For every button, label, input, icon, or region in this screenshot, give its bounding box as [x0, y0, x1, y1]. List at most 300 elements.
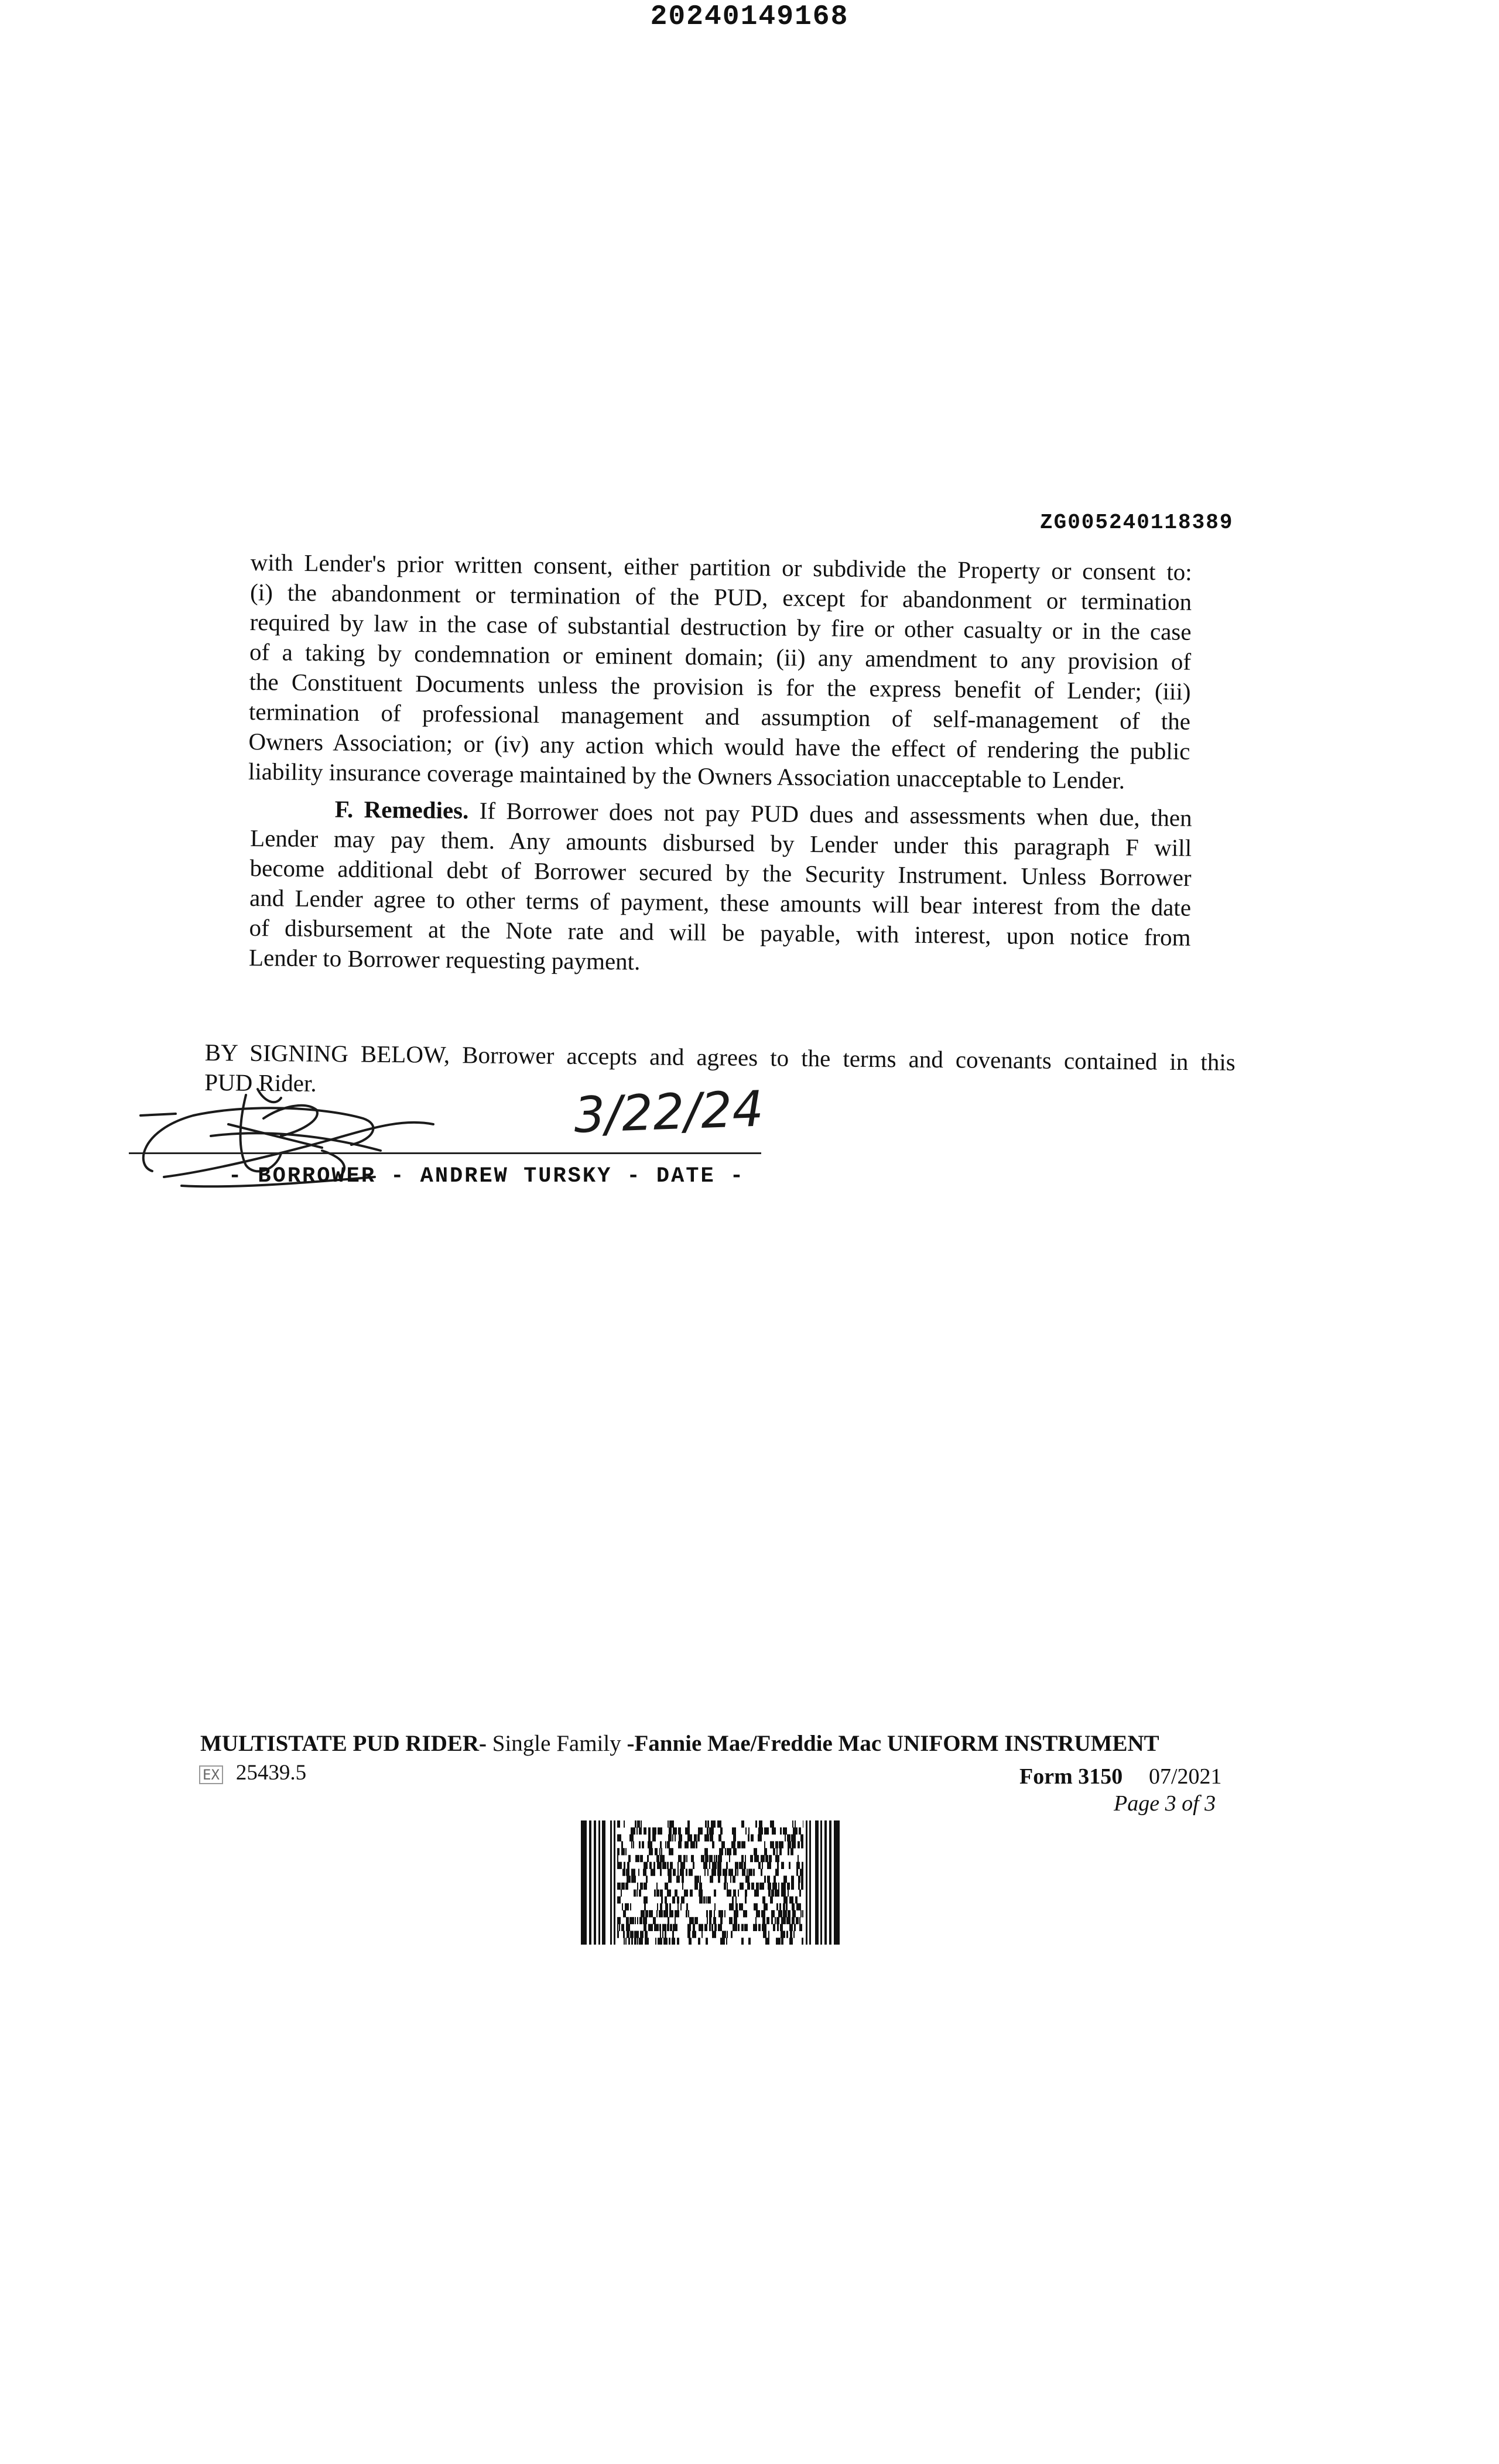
barcode-module [788, 1890, 789, 1897]
handwritten-signature-icon [129, 1083, 480, 1218]
barcode-module [654, 1890, 656, 1897]
barcode-module [704, 1868, 706, 1876]
barcode-module [787, 1883, 790, 1890]
barcode-module [647, 1855, 649, 1862]
barcode-module [789, 1924, 793, 1931]
barcode-module [689, 1868, 693, 1876]
barcode-module [775, 1841, 778, 1848]
barcode-module [669, 1903, 671, 1910]
barcode-module [741, 1938, 744, 1945]
barcode-module [657, 1903, 658, 1910]
barcode-module [679, 1835, 682, 1842]
barcode-module [764, 1876, 766, 1883]
barcode-guard-bar [598, 1820, 600, 1945]
barcode-module [725, 1848, 726, 1855]
barcode-module [644, 1883, 647, 1890]
barcode-module [668, 1835, 672, 1842]
barcode-module [660, 1855, 665, 1862]
barcode-module [762, 1897, 765, 1904]
barcode-module [667, 1862, 669, 1869]
barcode-module [786, 1917, 790, 1924]
paragraph-line: Owners Association; or (iv) any action which would have the effect of rendering the public [248, 727, 1190, 765]
barcode-guard-bar [806, 1820, 807, 1945]
barcode-module [701, 1931, 703, 1938]
barcode-module [783, 1828, 787, 1835]
barcode-module [617, 1855, 618, 1862]
paragraph-line: required by law in the case of substantial destruction by fire or other casualty or in the case [249, 608, 1192, 645]
barcode-module [783, 1876, 787, 1883]
barcode-module [697, 1835, 700, 1842]
barcode-module [762, 1862, 763, 1869]
barcode-module [644, 1924, 646, 1931]
barcode-module [694, 1883, 698, 1890]
barcode-module [624, 1820, 625, 1828]
barcode-module [709, 1862, 710, 1869]
barcode-module [665, 1897, 667, 1904]
barcode-module [733, 1890, 736, 1897]
barcode-module [733, 1876, 735, 1883]
barcode-module [665, 1931, 666, 1938]
barcode-module [617, 1820, 620, 1828]
barcode-module [716, 1855, 717, 1862]
barcode-module [665, 1903, 668, 1910]
barcode-guard-bar [589, 1820, 591, 1945]
barcode-module [669, 1848, 673, 1855]
barcode-module [775, 1855, 779, 1862]
paragraph-line: the Constituent Documents unless the provision is for the express benefit of Lender; (iii) [249, 668, 1191, 705]
barcode-module [698, 1828, 703, 1835]
paragraph-line: (i) the abandonment or termination of the PUD, except for abandonment or termination [249, 578, 1192, 615]
barcode-module [676, 1876, 680, 1883]
barcode-module [656, 1855, 659, 1862]
barcode-module [675, 1910, 679, 1917]
barcode-module [779, 1903, 781, 1910]
barcode-module [783, 1903, 785, 1910]
barcode-guard-bar [829, 1820, 831, 1945]
barcode-module [735, 1897, 737, 1904]
barcode-module [758, 1924, 761, 1931]
barcode-module [623, 1910, 626, 1917]
barcode-module [717, 1820, 721, 1828]
barcode-module [761, 1868, 762, 1876]
loan-number: ZG005240118389 [1040, 511, 1234, 535]
barcode-module [680, 1868, 684, 1876]
barcode-module [732, 1897, 734, 1904]
remedies-heading: F. Remedies. [334, 795, 469, 824]
barcode-module [731, 1931, 733, 1938]
barcode-module [631, 1828, 635, 1835]
barcode-module [777, 1862, 779, 1869]
barcode-module [714, 1903, 716, 1910]
barcode-module [707, 1868, 709, 1876]
form-title-part: -Fannie Mae/Freddie Mac UNIFORM INSTRUMENT [627, 1731, 1159, 1756]
barcode-module [745, 1828, 747, 1835]
barcode-module [668, 1820, 669, 1828]
barcode-module [617, 1931, 619, 1938]
barcode-module [627, 1931, 629, 1938]
barcode-module [648, 1828, 651, 1835]
barcode-module [683, 1855, 686, 1862]
paragraph-line: termination of professional management and assumption of self-management of the [248, 697, 1191, 735]
barcode-module [660, 1841, 662, 1848]
barcode-module [713, 1917, 716, 1924]
barcode-module [799, 1828, 801, 1835]
barcode-module [629, 1835, 634, 1842]
barcode-module [678, 1855, 682, 1862]
barcode-guard-bar [815, 1820, 819, 1945]
barcode-module [731, 1841, 735, 1848]
barcode-module [629, 1917, 634, 1924]
barcode-module [672, 1938, 675, 1945]
barcode-module [670, 1924, 672, 1931]
barcode-module [668, 1868, 672, 1876]
barcode-module [660, 1903, 662, 1910]
barcode-module [724, 1910, 725, 1917]
barcode-icon [581, 1820, 840, 1945]
barcode-module [734, 1910, 738, 1917]
barcode-module [761, 1910, 765, 1917]
barcode-module [790, 1931, 792, 1938]
barcode-module [788, 1848, 789, 1855]
barcode-module [732, 1828, 736, 1835]
barcode-module [634, 1931, 639, 1938]
barcode-module [680, 1862, 685, 1869]
barcode-module [644, 1897, 648, 1904]
barcode-module [698, 1938, 700, 1945]
barcode-module [687, 1931, 690, 1938]
barcode-module [745, 1876, 750, 1883]
barcode-guard-bar [809, 1820, 811, 1945]
barcode-module [617, 1883, 621, 1890]
barcode-module [756, 1910, 760, 1917]
barcode-module [735, 1903, 738, 1910]
barcode-module [780, 1924, 783, 1931]
barcode-module [656, 1890, 659, 1897]
barcode-module [689, 1917, 694, 1924]
barcode-module [781, 1931, 785, 1938]
barcode-module [645, 1938, 649, 1945]
barcode-module [636, 1890, 638, 1897]
barcode-module [677, 1862, 679, 1869]
barcode-module [677, 1938, 679, 1945]
barcode-module [741, 1924, 744, 1931]
barcode-module [617, 1835, 621, 1842]
barcode-module [770, 1820, 774, 1828]
barcode-module [633, 1841, 634, 1848]
barcode-module [758, 1835, 762, 1842]
barcode-module [649, 1910, 653, 1917]
form-title-part: MULTISTATE PUD RIDER- [200, 1731, 487, 1756]
signature-line [129, 1152, 761, 1154]
barcode-module [788, 1910, 790, 1917]
barcode-module [663, 1938, 668, 1945]
barcode-module [741, 1841, 745, 1848]
barcode-module [709, 1855, 713, 1862]
barcode-module [796, 1862, 800, 1869]
barcode-module [636, 1828, 638, 1835]
barcode-module [767, 1876, 770, 1883]
barcode-module [801, 1876, 803, 1883]
barcode-module [722, 1931, 726, 1938]
barcode-module [729, 1855, 730, 1862]
signing-line: PUD Rider. [204, 1068, 317, 1097]
barcode-module [665, 1883, 668, 1890]
page-number: Page 3 of 3 [1114, 1791, 1216, 1816]
barcode-module [685, 1841, 689, 1848]
barcode-module [656, 1910, 658, 1917]
recording-number: 20240149168 [650, 1, 849, 33]
barcode-module [745, 1897, 747, 1904]
barcode-module [800, 1910, 802, 1917]
barcode-module [778, 1910, 782, 1917]
barcode-module [711, 1924, 713, 1931]
barcode-module [677, 1868, 679, 1876]
doc-id-value: 25439.5 [235, 1761, 307, 1785]
barcode-module [639, 1890, 641, 1897]
barcode-module [662, 1931, 663, 1938]
barcode-module [631, 1876, 636, 1883]
barcode-guard-bar [820, 1820, 822, 1945]
barcode-module [753, 1868, 755, 1876]
doc-prefix: EX [199, 1765, 223, 1784]
paragraph-line: and Lender agree to other terms of payment, these amounts will bear interest from the date [249, 884, 1192, 921]
form-date: 07/2021 [1149, 1764, 1222, 1789]
barcode-module [640, 1931, 644, 1938]
barcode-module [718, 1835, 721, 1842]
barcode-module [763, 1931, 766, 1938]
barcode-module [631, 1841, 632, 1848]
barcode-module [768, 1883, 771, 1890]
barcode-module [765, 1938, 769, 1945]
paragraph-line: Lender may pay them. Any amounts disbursed by Lender under this paragraph F will [249, 824, 1192, 861]
barcode-module [694, 1917, 698, 1924]
barcode-module [799, 1917, 800, 1924]
barcode-module [792, 1841, 796, 1848]
barcode-module [754, 1848, 757, 1855]
barcode-module [644, 1903, 646, 1910]
barcode-module [793, 1931, 795, 1938]
barcode-module [692, 1931, 696, 1938]
barcode-module [739, 1862, 743, 1869]
barcode-module [714, 1924, 717, 1931]
barcode-module [686, 1910, 687, 1917]
barcode-module [709, 1917, 711, 1924]
barcode-module [781, 1890, 786, 1897]
barcode-module [754, 1903, 758, 1910]
barcode-module [699, 1890, 703, 1897]
barcode-module [639, 1841, 641, 1848]
barcode-module [639, 1828, 642, 1835]
barcode-module [786, 1903, 788, 1910]
barcode-module [709, 1828, 714, 1835]
barcode-module [756, 1883, 759, 1890]
barcode-module [667, 1924, 669, 1931]
barcode-module [686, 1868, 687, 1876]
barcode-module [622, 1903, 623, 1910]
barcode-module [699, 1883, 702, 1890]
barcode-module [621, 1883, 625, 1890]
barcode-module [791, 1876, 794, 1883]
barcode-module [720, 1917, 723, 1924]
paragraph-line: of disbursement at the Note rate and will be payable, with interest, upon notice from [249, 913, 1191, 951]
barcode-module [673, 1924, 677, 1931]
barcode-module [621, 1890, 622, 1897]
barcode-module [699, 1924, 703, 1931]
barcode-module [704, 1848, 708, 1855]
barcode-module [672, 1931, 674, 1938]
barcode-module [652, 1835, 656, 1842]
barcode-module [617, 1917, 621, 1924]
barcode-module [770, 1841, 774, 1848]
barcode-module [748, 1938, 751, 1945]
barcode-module [638, 1868, 639, 1876]
barcode-module [709, 1910, 712, 1917]
barcode-module [706, 1938, 708, 1945]
barcode-module [773, 1848, 775, 1855]
barcode-module [735, 1862, 738, 1869]
barcode-module [669, 1820, 674, 1828]
barcode-module [718, 1910, 723, 1917]
barcode-module [701, 1855, 704, 1862]
barcode-module [717, 1862, 721, 1869]
barcode-module [641, 1820, 642, 1828]
barcode-module [781, 1862, 784, 1869]
barcode-module [653, 1917, 656, 1924]
barcode-module [623, 1931, 625, 1938]
barcode-module [673, 1868, 676, 1876]
barcode-module [688, 1910, 689, 1917]
barcode-module [741, 1820, 744, 1828]
barcode-module [789, 1938, 793, 1945]
barcode-module [747, 1883, 750, 1890]
barcode-module [714, 1910, 715, 1917]
barcode-module [707, 1917, 708, 1924]
barcode-module [714, 1855, 715, 1862]
paragraph-line: become additional debt of Borrower secured by the Security Instrument. Unless Borrower [249, 854, 1192, 891]
barcode-module [801, 1883, 803, 1890]
barcode-module [728, 1868, 733, 1876]
barcode-module [801, 1841, 803, 1848]
barcode-module [628, 1938, 630, 1945]
barcode-module [694, 1835, 697, 1842]
barcode-module [644, 1828, 646, 1835]
barcode-module [796, 1868, 798, 1876]
barcode-module [710, 1835, 713, 1842]
barcode-module [617, 1862, 622, 1869]
barcode-module [624, 1938, 625, 1945]
barcode-module [798, 1855, 799, 1862]
barcode-module [635, 1855, 639, 1862]
handwritten-date: 3/22/24 [573, 1080, 765, 1144]
barcode-module [662, 1924, 666, 1931]
barcode-module [625, 1903, 629, 1910]
barcode-module [764, 1848, 767, 1855]
barcode-module [711, 1868, 716, 1876]
barcode-module [693, 1924, 695, 1931]
remedies-first-line: If Borrower does not pay PUD dues and assessments when due, then [468, 796, 1192, 831]
form-title [200, 1730, 1159, 1757]
barcode-module [770, 1897, 773, 1904]
barcode-module [717, 1868, 721, 1876]
barcode-module [783, 1910, 787, 1917]
barcode-module [759, 1820, 762, 1828]
barcode-module [689, 1938, 692, 1945]
barcode-module [772, 1828, 776, 1835]
barcode-module [735, 1868, 737, 1876]
barcode-module [800, 1835, 803, 1842]
barcode-module [669, 1828, 672, 1835]
barcode-module [723, 1868, 727, 1876]
barcode-module [648, 1835, 651, 1842]
barcode-module [802, 1938, 803, 1945]
barcode-module [800, 1868, 803, 1876]
barcode-module [751, 1883, 754, 1890]
barcode-module [772, 1883, 777, 1890]
barcode-module [734, 1917, 737, 1924]
barcode-module [710, 1876, 713, 1883]
barcode-module [625, 1938, 627, 1945]
barcode-module [682, 1876, 684, 1883]
barcode-module [631, 1938, 633, 1945]
barcode-module [792, 1910, 796, 1917]
barcode-module [649, 1862, 652, 1869]
barcode-module [705, 1820, 707, 1828]
barcode-module [648, 1841, 652, 1848]
barcode-module [643, 1917, 647, 1924]
paragraph-line: with Lender's prior written consent, either partition or subdivide the Property or consent to: [250, 548, 1192, 586]
barcode-module [745, 1890, 747, 1897]
signing-line: BY SIGNING BELOW, Borrower accepts and agrees to the terms and covenants contained in this [204, 1038, 1236, 1076]
barcode-module [621, 1848, 625, 1855]
barcode-module [733, 1924, 737, 1931]
barcode-module [771, 1917, 773, 1924]
barcode-module [789, 1862, 790, 1869]
barcode-module [617, 1848, 620, 1855]
barcode-module [718, 1924, 722, 1931]
barcode-guard-bar [614, 1820, 615, 1945]
barcode-module [726, 1938, 727, 1945]
barcode-module [779, 1841, 783, 1848]
barcode-module [649, 1848, 653, 1855]
barcode-module [617, 1924, 618, 1931]
barcode-module [639, 1917, 642, 1924]
barcode-module [678, 1828, 681, 1835]
barcode-module [700, 1876, 701, 1883]
barcode-module [680, 1903, 682, 1910]
barcode-module [729, 1903, 734, 1910]
barcode-module [622, 1868, 625, 1876]
barcode-module [672, 1835, 673, 1842]
barcode-module [776, 1848, 778, 1855]
barcode-module [621, 1924, 624, 1931]
barcode-module [687, 1820, 690, 1828]
barcode-module [696, 1841, 697, 1848]
barcode-module [662, 1862, 666, 1869]
barcode-module [637, 1883, 638, 1890]
barcode-guard-bar [610, 1820, 612, 1945]
barcode-module [727, 1848, 731, 1855]
barcode-module [704, 1924, 707, 1931]
barcode-module [744, 1924, 748, 1931]
barcode-module [748, 1835, 750, 1842]
barcode-module [644, 1862, 648, 1869]
barcode-module [675, 1917, 676, 1924]
barcode-module [774, 1876, 776, 1883]
barcode-module [637, 1917, 638, 1924]
barcode-module [627, 1876, 631, 1883]
barcode-module [741, 1855, 744, 1862]
barcode-module [634, 1890, 636, 1897]
